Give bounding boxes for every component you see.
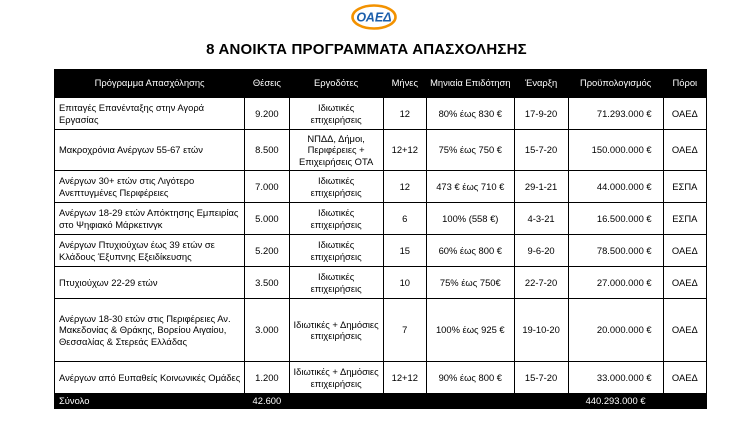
programs-table [54,69,707,409]
resources-cell: ΟΑΕΔ [663,130,706,171]
program-cell: Ανέργων 18-30 ετών στις Περιφέρειες Αν. Μακεδονίας & Θράκης, Βορείου Αιγαίου, Θεσσαλίας & Στερεάς Ελλάδας [55,299,245,362]
budget-cell: 20.000.000 € [568,299,663,362]
oaed-logo [351,4,397,30]
positions-cell: 3.000 [245,299,289,362]
months-cell: 15 [383,235,426,267]
subsidy-cell: 75% έως 750€ [426,267,514,299]
resources-cell: ΕΣΠΑ [663,171,706,203]
table-row [55,235,707,267]
subsidy-cell: 100% έως 925 € [426,299,514,362]
total-row [55,394,707,409]
resources-cell: ΟΑΕΔ [663,98,706,130]
column-header: Θέσεις [245,70,289,98]
budget-cell: 27.000.000 € [568,267,663,299]
resources-cell: ΟΑΕΔ [663,299,706,362]
start-cell: 15-7-20 [514,362,568,394]
subsidy-cell: 60% έως 800 € [426,235,514,267]
column-header: Μήνες [383,70,426,98]
table-header-row [55,70,707,98]
positions-cell: 8.500 [245,130,289,171]
logo-text: ΟΑΕΔ [356,10,392,25]
start-cell: 22-7-20 [514,267,568,299]
start-cell: 4-3-21 [514,203,568,235]
program-cell: Ανέργων 18-29 ετών Απόκτησης Εμπειρίας στο Ψηφιακό Μάρκετινγκ [55,203,245,235]
start-cell: 17-9-20 [514,98,568,130]
positions-cell: 7.000 [245,171,289,203]
resources-cell: ΟΑΕΔ [663,267,706,299]
positions-cell: 5.200 [245,235,289,267]
months-cell: 6 [383,203,426,235]
months-cell: 10 [383,267,426,299]
empty-cell [514,394,568,409]
program-cell: Ανέργων Πτυχιούχων έως 39 ετών σε Κλάδους Έξυπνης Εξειδίκευσης [55,235,245,267]
total-label: Σύνολο [55,394,245,409]
start-cell: 29-1-21 [514,171,568,203]
employers-cell: Ιδιωτικές + Δημόσιες επιχειρήσεις [289,299,383,362]
table-row [55,299,707,362]
resources-cell: ΟΑΕΔ [663,362,706,394]
months-cell: 12 [383,171,426,203]
employers-cell: Ιδιωτικές + Δημόσιες επιχειρήσεις [289,362,383,394]
program-cell: Πτυχιούχων 22-29 ετών [55,267,245,299]
table-row [55,203,707,235]
positions-cell: 3.500 [245,267,289,299]
start-cell: 19-10-20 [514,299,568,362]
empty-cell [289,394,383,409]
subsidy-cell: 100% (558 €) [426,203,514,235]
table-row [55,130,707,171]
positions-cell: 5.000 [245,203,289,235]
positions-cell: 1.200 [245,362,289,394]
subsidy-cell: 80% έως 830 € [426,98,514,130]
empty-cell [383,394,426,409]
budget-cell: 16.500.000 € [568,203,663,235]
positions-cell: 9.200 [245,98,289,130]
employers-cell: Ιδιωτικές επιχειρήσεις [289,171,383,203]
total-budget: 440.293.000 € [568,394,663,409]
table-row [55,362,707,394]
column-header: Εργοδότες [289,70,383,98]
subsidy-cell: 75% έως 750 € [426,130,514,171]
table-row [55,267,707,299]
column-header: Προϋπολογισμός [568,70,663,98]
months-cell: 12+12 [383,130,426,171]
start-cell: 9-6-20 [514,235,568,267]
program-cell: Επιταγές Επανένταξης στην Αγορά Εργασίας [55,98,245,130]
budget-cell: 71.293.000 € [568,98,663,130]
program-cell: Ανέργων 30+ ετών στις Λιγότερο Ανεπτυγμένες Περιφέρειες [55,171,245,203]
table-row [55,98,707,130]
program-cell: Ανέργων από Ευπαθείς Κοινωνικές Ομάδες [55,362,245,394]
budget-cell: 78.500.000 € [568,235,663,267]
months-cell: 12+12 [383,362,426,394]
table-row [55,171,707,203]
subsidy-cell: 473 € έως 710 € [426,171,514,203]
start-cell: 15-7-20 [514,130,568,171]
empty-cell [426,394,514,409]
months-cell: 12 [383,98,426,130]
total-positions: 42.600 [245,394,289,409]
program-cell: Μακροχρόνια Ανέργων 55-67 ετών [55,130,245,171]
column-header: Πόροι [663,70,706,98]
empty-cell [663,394,706,409]
employers-cell: Ιδιωτικές επιχειρήσεις [289,98,383,130]
resources-cell: ΟΑΕΔ [663,235,706,267]
budget-cell: 150.000.000 € [568,130,663,171]
months-cell: 7 [383,299,426,362]
employers-cell: Ιδιωτικές επιχειρήσεις [289,267,383,299]
subsidy-cell: 90% έως 800 € [426,362,514,394]
budget-cell: 44.000.000 € [568,171,663,203]
employers-cell: Ιδιωτικές επιχειρήσεις [289,203,383,235]
employers-cell: ΝΠΔΔ, Δήμοι, Περιφέρειες + Επιχειρήσεις ΟΤΑ [289,130,383,171]
employers-cell: Ιδιωτικές επιχειρήσεις [289,235,383,267]
page-title: 8 ΑΝΟΙΚΤΑ ΠΡΟΓΡΑΜΜΑΤΑ ΑΠΑΣΧΟΛΗΣΗΣ [206,41,527,58]
budget-cell: 33.000.000 € [568,362,663,394]
resources-cell: ΕΣΠΑ [663,203,706,235]
column-header: Έναρξη [514,70,568,98]
column-header: Πρόγραμμα Απασχόλησης [55,70,245,98]
column-header: Μηνιαία Επιδότηση [426,70,514,98]
